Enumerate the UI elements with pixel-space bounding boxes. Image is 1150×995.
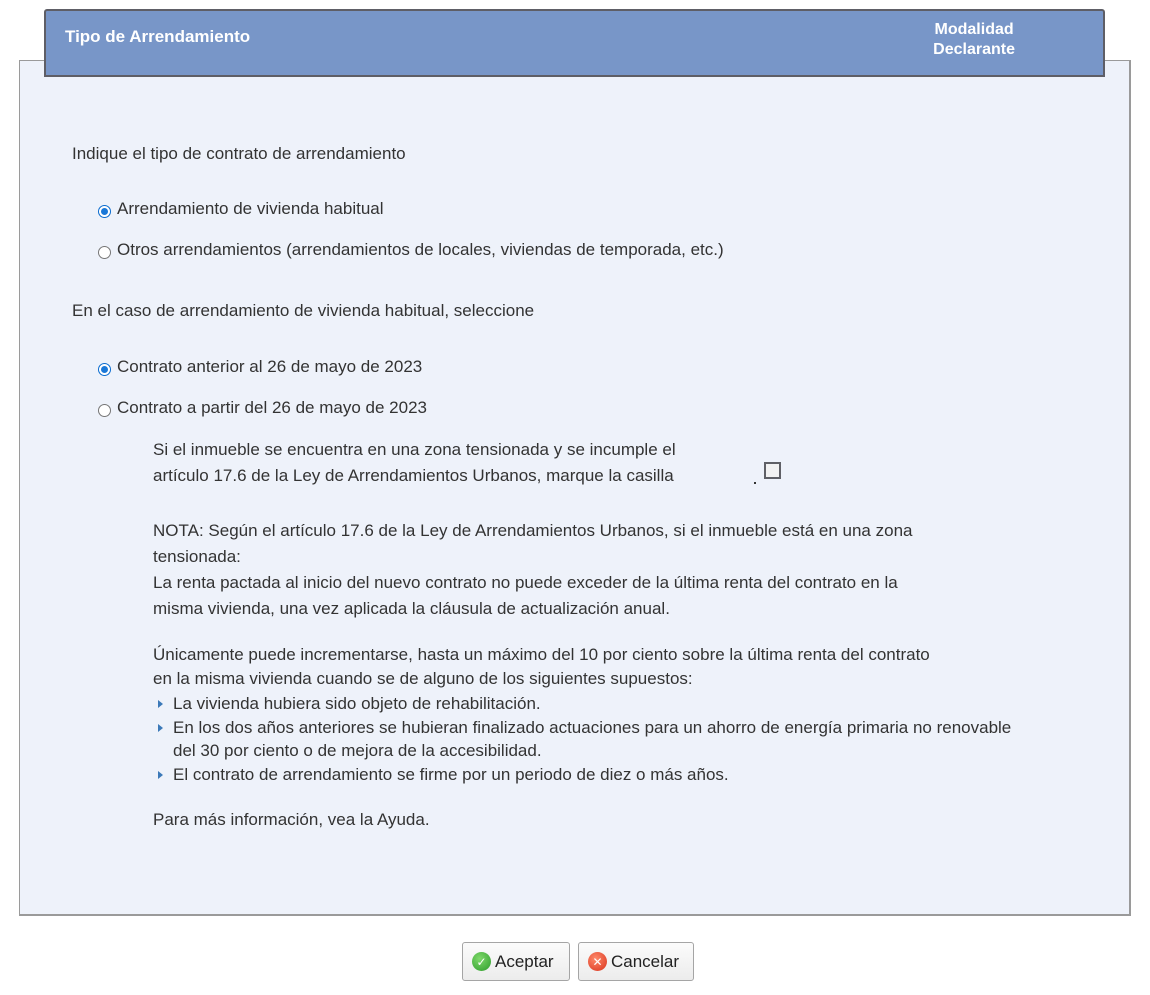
triangle-bullet-icon xyxy=(158,724,163,732)
contract-type-prompt: Indique el tipo de contrato de arrendamiento xyxy=(72,144,406,163)
x-circle-icon: ✕ xyxy=(588,952,607,971)
radio-icon-unchecked[interactable] xyxy=(98,404,111,417)
supuestos-list xyxy=(153,692,1013,786)
list-item xyxy=(153,692,1013,716)
radio-icon-checked[interactable] xyxy=(98,205,111,218)
list-item xyxy=(153,716,1018,763)
incremento-line2: en la misma vivienda cuando se de alguno de los siguientes supuestos: xyxy=(153,669,693,688)
nota-line1: NOTA: Según el artículo 17.6 de la Ley de Arrendamientos Urbanos, si el inmueble está en una zona xyxy=(153,521,913,540)
tensionada-checkbox[interactable] xyxy=(764,462,781,479)
nota-line4: misma vivienda, una vez aplicada la cláusula de actualización anual. xyxy=(153,599,670,618)
radio-otros-arrendamientos[interactable] xyxy=(98,240,724,260)
radio-label: Contrato a partir del 26 de mayo de 2023 xyxy=(117,398,427,417)
tensionada-text xyxy=(153,437,1013,489)
list-item-text: En los dos años anteriores se hubieran finalizado actuaciones para un ahorro de energía primaria no renovable del 30 por ciento o de mejora de la accesibilidad. xyxy=(173,717,1012,760)
radio-vivienda-habitual[interactable] xyxy=(98,199,384,219)
list-item xyxy=(153,763,1013,787)
incremento-text xyxy=(153,643,1013,691)
help-text: Para más información, vea la Ayuda. xyxy=(153,810,430,829)
radio-label: Contrato anterior al 26 de mayo de 2023 xyxy=(117,357,423,376)
nota-text xyxy=(153,518,1013,622)
header-modalidad-line1: Modalidad xyxy=(934,21,1014,38)
list-item-text: La vivienda hubiera sido objeto de rehabilitación. xyxy=(173,694,541,713)
radio-label: Arrendamiento de vivienda habitual xyxy=(117,199,384,218)
radio-label: Otros arrendamientos (arrendamientos de locales, viviendas de temporada, etc.) xyxy=(117,240,724,259)
dot-marker xyxy=(754,482,756,484)
radio-contrato-posterior[interactable] xyxy=(98,398,427,418)
cancel-button[interactable] xyxy=(578,942,694,981)
header-modalidad-line2: Declarante xyxy=(933,41,1015,58)
header-modalidad xyxy=(933,20,1015,60)
accept-button-label: Aceptar xyxy=(495,951,554,971)
triangle-bullet-icon xyxy=(158,700,163,708)
triangle-bullet-icon xyxy=(158,771,163,779)
habitual-prompt: En el caso de arrendamiento de vivienda habitual, seleccione xyxy=(72,301,535,320)
radio-contrato-anterior[interactable] xyxy=(98,357,422,377)
header-title: Tipo de Arrendamiento xyxy=(65,27,251,46)
cancel-button-label: Cancelar xyxy=(611,951,680,971)
tensionada-line1: Si el inmueble se encuentra en una zona tensionada y se incumple el xyxy=(153,440,676,459)
nota-line2: tensionada: xyxy=(153,547,241,566)
radio-icon-unchecked[interactable] xyxy=(98,246,111,259)
list-item-text: El contrato de arrendamiento se firme por un periodo de diez o más años. xyxy=(173,764,729,784)
incremento-line1: Únicamente puede incrementarse, hasta un máximo del 10 por ciento sobre la última renta del contrato xyxy=(153,645,930,664)
accept-button[interactable] xyxy=(462,942,570,981)
header-bar xyxy=(44,9,1105,77)
tensionada-line2: artículo 17.6 de la Ley de Arrendamientos Urbanos, marque la casilla xyxy=(153,466,674,485)
radio-icon-checked[interactable] xyxy=(98,363,111,376)
check-circle-icon: ✓ xyxy=(472,952,491,971)
nota-line3: La renta pactada al inicio del nuevo contrato no puede exceder de la última renta del contrato en la xyxy=(153,573,898,592)
